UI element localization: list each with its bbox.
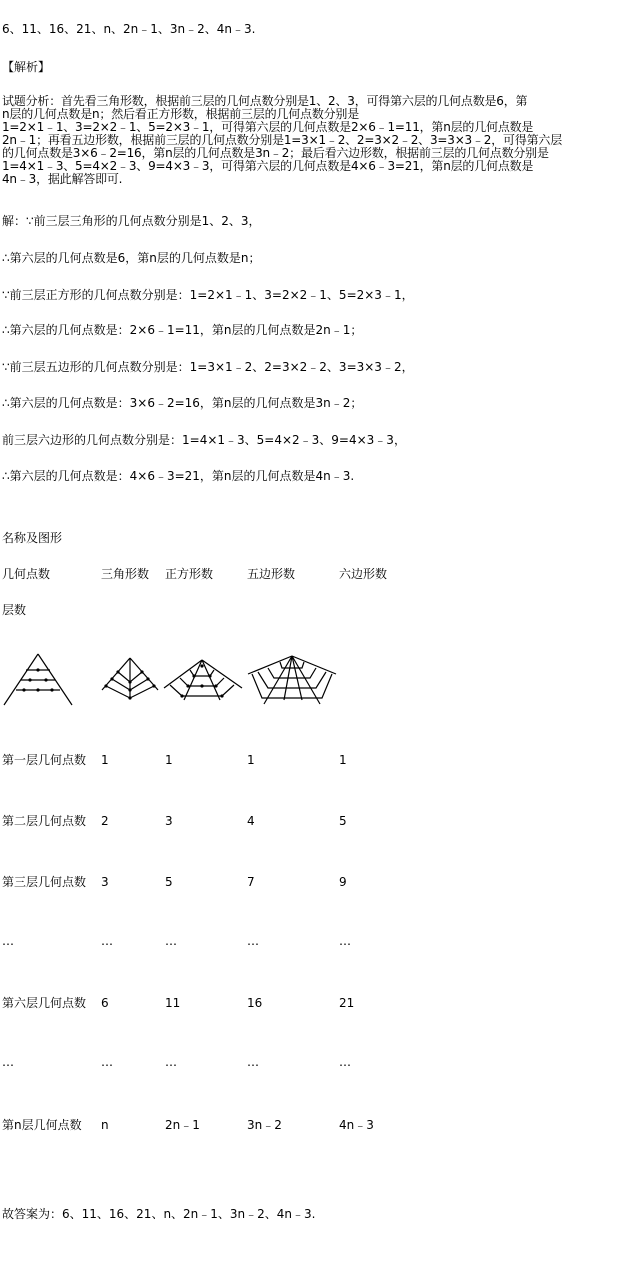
- row-label: 第二层几何点数: [2, 814, 87, 828]
- pentagon-number-figure: [160, 652, 246, 708]
- solution-line: ∵前三层正方形的几何点数分别是：1=2×1﹣1、3=2×2﹣1、5=2×3﹣1，: [2, 288, 414, 302]
- solution-line: ∵前三层五边形的几何点数分别是：1=3×1﹣2、2=3×2﹣2、3=3×3﹣2，: [2, 360, 414, 374]
- cell-hexagon: 21: [339, 996, 355, 1010]
- cell-triangle: …: [101, 1055, 113, 1069]
- analysis-line: 试题分析：首先看三角形数，根据前三层的几何点数分别是1、2、3，可得第六层的几何点数是6，第: [2, 94, 528, 108]
- cell-pentagon: 1: [247, 753, 255, 767]
- header-square: 正方形数: [165, 567, 214, 581]
- cell-triangle: 1: [101, 753, 109, 767]
- square-number-figure: [98, 650, 164, 708]
- cell-hexagon: 4n﹣3: [339, 1118, 374, 1132]
- answer-top: 6、11、16、21、n、2n﹣1、3n﹣2、4n﹣3.: [2, 22, 256, 36]
- cell-square: …: [165, 934, 177, 948]
- cell-pentagon: 16: [247, 996, 263, 1010]
- header-hexagon: 六边形数: [339, 567, 388, 581]
- table-header-left: 几何点数: [2, 567, 51, 581]
- analysis-line: n层的几何点数是n；然后看正方形数，根据前三层的几何点数分别是: [2, 107, 360, 121]
- header-pentagon: 五边形数: [247, 567, 296, 581]
- cell-hexagon: 9: [339, 875, 347, 889]
- row-label: 第三层几何点数: [2, 875, 87, 889]
- row-label: 第一层几何点数: [2, 753, 87, 767]
- cell-pentagon: 4: [247, 814, 255, 828]
- cell-triangle: 3: [101, 875, 109, 889]
- cell-square: 3: [165, 814, 173, 828]
- final-answer: 故答案为：6、11、16、21、n、2n﹣1、3n﹣2、4n﹣3.: [2, 1207, 316, 1221]
- cell-square: …: [165, 1055, 177, 1069]
- section-title: 【解析】: [2, 60, 51, 74]
- solution-line: ∴第六层的几何点数是：4×6﹣3=21，第n层的几何点数是4n﹣3.: [2, 469, 355, 483]
- row-label: …: [2, 934, 14, 948]
- row-label: 第n层几何点数: [2, 1118, 82, 1132]
- solution-line: ∴第六层的几何点数是：2×6﹣1=11，第n层的几何点数是2n﹣1；: [2, 323, 363, 337]
- cell-square: 1: [165, 753, 173, 767]
- analysis-line: 4n﹣3，据此解答即可.: [2, 172, 123, 186]
- cell-pentagon: 7: [247, 875, 255, 889]
- cell-pentagon: …: [247, 934, 259, 948]
- cell-triangle: …: [101, 934, 113, 948]
- cell-square: 2n﹣1: [165, 1118, 200, 1132]
- cell-triangle: n: [101, 1118, 109, 1132]
- cell-triangle: 2: [101, 814, 109, 828]
- analysis-line: 1=2×1﹣1、3=2×2﹣1、5=2×3﹣1，可得第六层的几何点数是2×6﹣1=11，第n层的几何点数是: [2, 120, 534, 134]
- cell-square: 11: [165, 996, 181, 1010]
- solution-line: ∴第六层的几何点数是：3×6﹣2=16，第n层的几何点数是3n﹣2；: [2, 396, 363, 410]
- cell-pentagon: 3n﹣2: [247, 1118, 282, 1132]
- cell-square: 5: [165, 875, 173, 889]
- analysis-line: 的几何点数是3×6﹣2=16，第n层的几何点数是3n﹣2；最后看六边形数，根据前三层的几何点数分别是: [2, 146, 549, 160]
- triangle-number-figure: [0, 648, 80, 710]
- solution-line: ∴第六层的几何点数是6，第n层的几何点数是n；: [2, 251, 261, 265]
- cell-hexagon: …: [339, 934, 351, 948]
- row-label: 第六层几何点数: [2, 996, 87, 1010]
- analysis-line: 1=4×1﹣3、5=4×2﹣3、9=4×3﹣3，可得第六层的几何点数是4×6﹣3=21，第n层的几何点数是: [2, 159, 534, 173]
- header-triangle: 三角形数: [101, 567, 150, 581]
- solution-line: 前三层六边形的几何点数分别是：1=4×1﹣3、5=4×2﹣3、9=4×3﹣3，: [2, 433, 406, 447]
- row-label-header: 层数: [2, 603, 27, 617]
- cell-hexagon: 1: [339, 753, 347, 767]
- cell-pentagon: …: [247, 1055, 259, 1069]
- cell-hexagon: 5: [339, 814, 347, 828]
- cell-triangle: 6: [101, 996, 109, 1010]
- solution-line: 解：∵前三层三角形的几何点数分别是1、2、3，: [2, 214, 261, 228]
- table-caption: 名称及图形: [2, 531, 63, 545]
- row-label: …: [2, 1055, 14, 1069]
- analysis-line: 2n﹣1；再看五边形数，根据前三层的几何点数分别是1=3×1﹣2、2=3×2﹣2、3=3×3﹣2，可得第六层: [2, 133, 563, 147]
- cell-hexagon: …: [339, 1055, 351, 1069]
- analysis-paragraph: [2, 95, 628, 186]
- hexagon-number-figure: [244, 650, 338, 710]
